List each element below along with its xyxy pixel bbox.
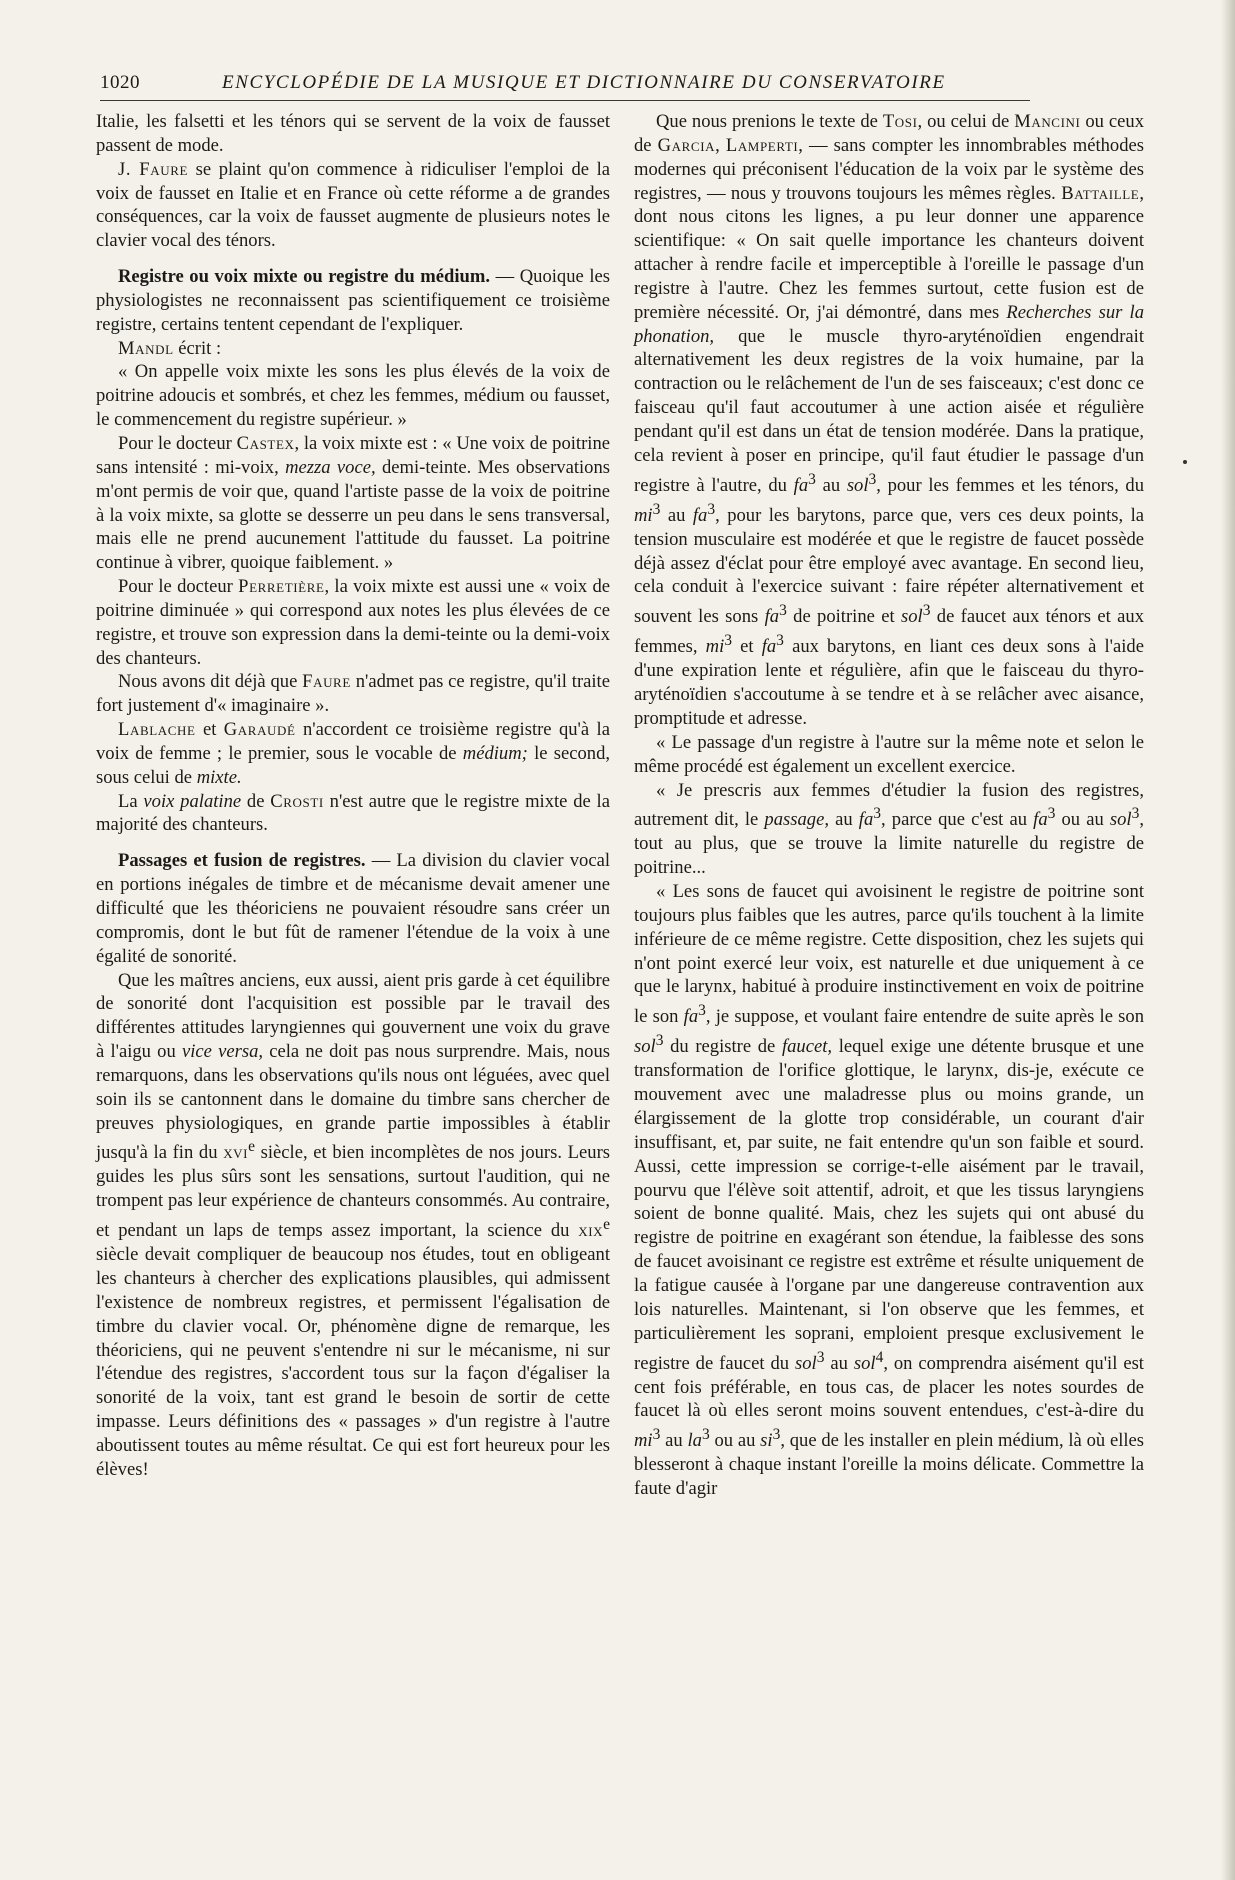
section-registre-mixte: Registre ou voix mixte ou registre du médium. — Quoique les physiologistes ne reconnaissent pas scientifiquement ce troisième registre, certains tentent cependant de l'expliquer. (96, 266, 610, 335)
paragraph: Pour le docteur Perretière, la voix mixte est aussi une « voix de poitrine diminuée » qui correspond aux notes les plus élevées de ce registre, et trouve son expression dans la demi-teinte ou la demi-voix des chanteurs. (96, 576, 610, 669)
right-column (634, 110, 1144, 1501)
header-rule (100, 100, 1030, 101)
paragraph: Italie, les falsetti et les ténors qui se servent de la voix de fausset passent de mode. (96, 111, 610, 156)
quotation: « Je prescris aux femmes d'étudier la fusion des registres, autrement dit, le passage, au $fa^3$, parce que c'est au $fa^3$ ou au sol$^3$, tout au plus, que se trouve la limite naturelle du registre de poitrine... (634, 779, 1144, 879)
paragraph: Que les maîtres anciens, eux aussi, aient pris garde à cet équilibre de sonorité dont l'acquisition est possible par le travail des différentes attitudes laryngiennes qui gouvernent une voix du grave à l'aigu ou vice versa, cela ne doit pas nous surprendre. Mais, nous remarquons, dans les observations qu'ils nous ont léguées, avec quel soin ils se cantonnent dans le domaine du timbre sans chercher de preuves physiologiques, en grande partie impossibles à établir jusqu'à la fin du xvi$^e$ siècle, et bien incomplètes de nos jours. Leurs guides les plus sûrs sont les sensations, surtout l'audition, qui ne trompent pas leur expérience de chanteurs consommés. Au contraire, et pendant un laps de temps assez important, la science du xix$^e$ siècle devait compliquer de beaucoup nos études, tout en obligeant les chanteurs à chercher des explications plausibles, qui admissent l'existence de nombreux registres, et permissent l'égalisation de timbre du clavier vocal. Or, phénomène digne de remarque, les théoriciens, qui ne peuvent s'entendre ni sur le mécanisme, ni sur l'étendue des registres, s'accordent tous sur la façon d'égaliser la sonorité de la voix, tant est grand le besoin de sortir de cette impasse. Leurs définitions des « passages » d'un registre à l'autre aboutissent toutes au même résultat. Ce qui est fort heureux pour les élèves! (96, 969, 610, 1480)
paragraph: Mandl écrit : (118, 337, 222, 359)
quotation: « Le passage d'un registre à l'autre sur la même note et selon le même procédé est également un excellent exercice. (634, 731, 1144, 777)
paragraph: J. Faure se plaint qu'on commence à ridiculiser l'emploi de la voix de fausset en Italie et en France où cette réforme a de grandes conséquences, car la voix de fausset augmente de plusieurs notes le clavier vocal des ténors. (96, 158, 610, 252)
section-heading: Registre ou voix mixte ou registre du médium. (118, 266, 491, 288)
section-passages: Passages et fusion de registres. — La division du clavier vocal en portions inégales de timbre et de mécanisme devait amener une difficulté que les théoriciens ne pouvaient résoudre sans créer un compromis, dont le but fût de ramener l'étendue de la voix à une égalité de sonorité. (96, 850, 610, 967)
page-number: 1020 (100, 72, 140, 93)
running-title: ENCYCLOPÉDIE DE LA MUSIQUE ET DICTIONNAIRE DU CONSERVATOIRE (222, 72, 946, 93)
paragraph: Nous avons dit déjà que Faure n'admet pas ce registre, qu'il traite fort justement d'« imaginaire ». (96, 671, 610, 717)
ink-speck (1183, 460, 1187, 464)
quotation: « On appelle voix mixte les sons les plus élevés de la voix de poitrine adoucis et sombrés, et chez les femmes, médium ou fausset, le commencement du registre supérieur. » (96, 361, 610, 431)
page-header (100, 70, 1030, 104)
left-column (96, 110, 610, 1482)
paragraph: Que nous prenions le texte de Tosi, ou celui de Mancini ou ceux de Garcia, Lamperti, — sans compter les innombrables méthodes modernes qui préconisent l'éducation de la voix par le système des registres, — nous y trouvons toujours les mêmes règles. Battaille, dont nous citons les lignes, a pu leur donner une apparence scientifique: « On sait quelle importance les chanteurs doivent attacher à rendre facile et imperceptible à l'oreille le passage d'un registre à l'autre. Chez les femmes surtout, cette fusion est de première nécessité. Or, j'ai démontré, dans mes Recherches sur la phonation, que le muscle thyro-aryténoïdien engendrait alternativement les deux registres de la voix humaine, par la contraction ou le relâchement de l'un de ses faisceaux; c'est donc ce faisceau qu'il faut accoutumer à une action aisée et régulière pendant qu'il est dans un état de tension modérée. Dans la pratique, cela revient à poser en principe, qu'il faut étudier le passage d'un registre à l'autre, du $fa^3$ au sol$^3$, pour les femmes et les ténors, du $mi^3$ au $fa^3$, pour les barytons, parce que, vers ces deux points, la tension musculaire est modérée et que le registre de faucet possède déjà assez d'éclat pour être employé avec avantage. En second lieu, cela conduit à l'exercice suivant : faire répéter alternativement et souvent les sons $fa^3$ de poitrine et sol$^3$ de faucet aux ténors et aux femmes, $mi^3$ et $fa^3$ aux barytons, en liant ces deux sons à l'aide d'une expiration lente et régulière, afin que le faisceau du thyro-aryténoïdien s'accoutume à se tendre et à se relâcher avec aisance, promptitude et adresse. (634, 111, 1145, 729)
section-heading: Passages et fusion de registres. (118, 850, 366, 872)
paragraph: La voix palatine de Crosti n'est autre que le registre mixte de la majorité des chanteurs. (96, 790, 610, 836)
paragraph: Lablache et Garaudé n'accordent ce troisième registre qu'à la voix de femme ; le premier, sous le vocable de médium; le second, sous celui de mixte. (96, 719, 611, 788)
paragraph: Pour le docteur Castex, la voix mixte est : « Une voix de poitrine sans intensité : mi-voix, mezza voce, demi-teinte. Mes observations m'ont permis de voir que, quand l'artiste passe de la voix de poitrine à la voix mixte, sa glotte se desserre un peu dans le sens transversal, mais elle ne prend aucunement l'attitude du fausset. La poitrine continue à vibrer, quoique faiblement. » (96, 432, 610, 574)
quotation: « Les sons de faucet qui avoisinent le registre de poitrine sont toujours plus faibles que les autres, parce qu'ils touchent à la limite inférieure de ce même registre. Cette disposition, chez les sujets qui n'ont point exercé leur voix, est naturelle et due uniquement à ce que le larynx, habitué à produire instinctivement en voix de poitrine le son $fa^3$, je suppose, et voulant faire entendre de suite après le son sol$^3$ du registre de faucet, lequel exige une détente brusque et une transformation de l'orifice glottique, le larynx, dis-je, exécute ce mouvement avec une maladresse plus ou moins grande, un élargissement de la glotte trop considérable, un courant d'air insuffisant, et, par suite, ne fait entendre qu'un son faible et sourd. Aussi, cette impression se corrige-t-elle aisément par le travail, pourvu que l'élève soit attentif, adroit, et que les tissus laryngiens soient de bonne qualité. Mais, chez les sujets qui ont abusé du registre de poitrine en exagérant son étendue, la faiblesse des sons de faucet avoisinant ce registre est extrême et résulte uniquement de la fatigue causée à l'organe par une dangereuse contravention aux lois naturelles. Maintenant, si l'on observe que les femmes, et particulièrement les soprani, emploient presque exclusivement le registre de faucet du sol$^3$ au sol$^4$, on comprendra aisément qu'il est cent fois préférable, en tous cas, de placer les notes sourdes de faucet là où elles seront moins souvent entendues, c'est-à-dire du $mi^3$ au $la^3$ ou au $si^3$, que de les installer en plein médium, là où elles blesseront à chaque instant l'oreille la moins délicate. Commettre la faute d'agir (634, 881, 1145, 1500)
page-edge (1221, 0, 1235, 1880)
